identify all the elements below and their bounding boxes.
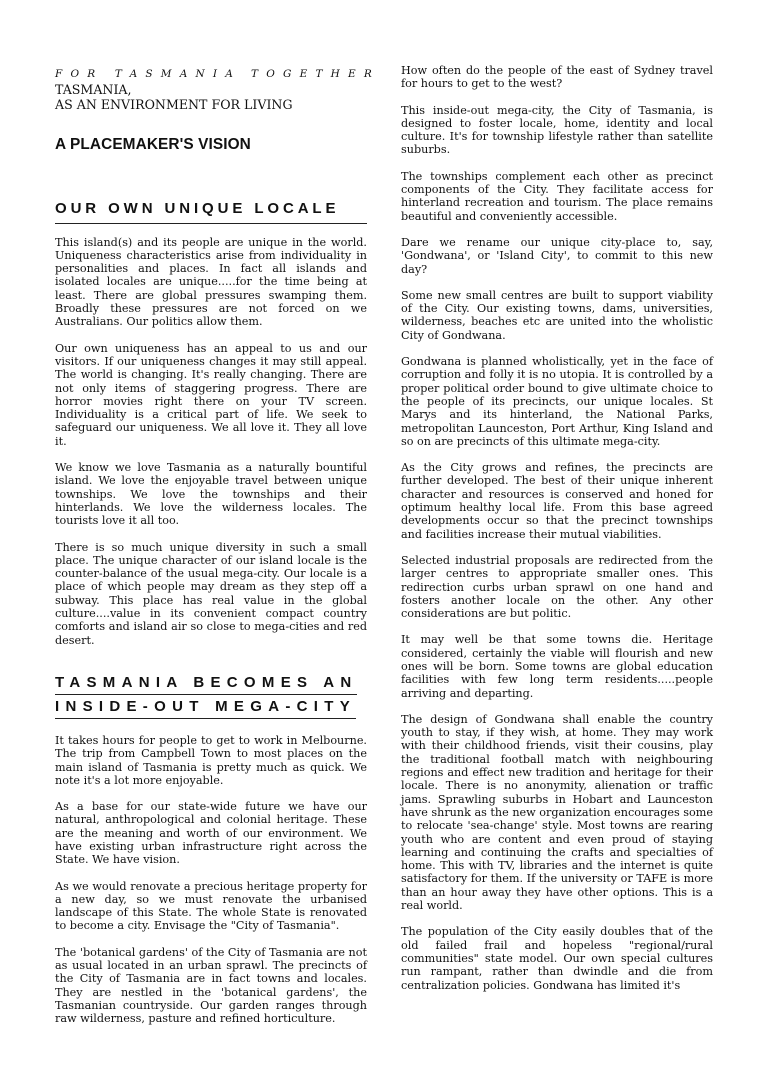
paragraph: The townships complement each other as precinct components of the City. They facilitate access for hinterland recreation and tourism. The place remains beautiful and conveniently accessible. bbox=[401, 169, 713, 223]
kicker-right: TOGETHER bbox=[251, 68, 380, 80]
paragraph: As a base for our state-wide future we have our natural, anthropological and colonial heritage. These are the meaning and worth of our environment. We have existing urban infrastructure right across the State. We have vision. bbox=[55, 800, 367, 867]
paragraph: Our own uniqueness has an appeal to us and our visitors. If our uniqueness changes it may still appeal. The world is changing. It's really changing. There are not only items of staggering progress. There are horror movies right there on your TV screen. Individuality is a critical part of life. We seek to safeguard our uniqueness. We all love it. They all love it. bbox=[55, 341, 367, 448]
paragraph: We know we love Tasmania as a naturally bountiful island. We love the enjoyable travel between unique townships. We love the townships and their hinterlands. We love the wilderness locales. The tourists love it all too. bbox=[55, 461, 367, 528]
paragraph: The 'botanical gardens' of the City of Tasmania are not as usual located in an urban sprawl. The precincts of the City of Tasmania are in fact towns and locales. They are nestled in the 'botanical gardens', the Tasmanian countryside. Our garden ranges through raw wilderness, pasture and refined horticulture. bbox=[55, 945, 367, 1026]
paragraph: Some new small centres are built to support viability of the City. Our existing towns, dams, universities, wilderness, beaches etc are united into the wholistic City of Gondwana. bbox=[401, 288, 713, 342]
section-heading-mega-city bbox=[55, 673, 367, 719]
paragraph: The population of the City easily doubles that of the old failed frail and hopeless "regional/rural communities" state model. Our own special cultures run rampant, rather than dwindle and die from centralization policies. Gondwana has limited it's bbox=[401, 925, 713, 992]
subtitle-line-1: TASMANIA, bbox=[55, 82, 132, 98]
left-column bbox=[55, 64, 380, 1039]
subtitle-line-2: AS AN ENVIRONMENT FOR LIVING bbox=[55, 97, 293, 113]
section-heading-unique-locale: OUR OWN UNIQUE LOCALE bbox=[55, 199, 367, 224]
section-heading-line-2: INSIDE-OUT MEGA-CITY bbox=[55, 697, 356, 719]
section-heading-line-1: TASMANIA BECOMES AN bbox=[55, 673, 357, 695]
page-title: A PLACEMAKER'S VISION bbox=[55, 136, 251, 154]
paragraph: Gondwana is planned wholistically, yet in the face of corruption and folly it is no utopia. It is controlled by a proper political order bound to give ultimate choice to the people of its precincts, our unique locales. St Marys and its hinterland, the National Parks, metropolitan Launceston, Port Arthur, King Island and so on are precincts of this ultimate mega-city. bbox=[401, 355, 713, 448]
paragraph: There is so much unique diversity in such a small place. The unique character of our island locale is the counter-balance of the usual mega-city. Our locale is a place of which people may dream as they step off a subway. This place has real value in the global culture....value in its convenient compact country comforts and island air so close to mega-cities and red desert. bbox=[55, 540, 367, 647]
paragraph: Dare we rename our unique city-place to, say, 'Gondwana', or 'Island City', to commit to this new day? bbox=[401, 235, 713, 276]
paragraph: The design of Gondwana shall enable the country youth to stay, if they wish, at home. They may work with their childhood friends, visit their cousins, play the traditional football match with neighbouring regions and effect new tradition and heritage for their locale. There is no anonymity, alienation or traffic jams. Sprawling suburbs in Hobart and Launceston have shrunk as the new organization encourages some to relocate 'sea-change' style. Most towns are rearing youth who are content and even proud of staying learning and continuing the crafts and specialties of home. This with TV, libraries and the internet is quite satisfactory for them. If the university or TAFE is more than an hour away they have other options. This is a real world. bbox=[401, 712, 713, 913]
paragraph: It takes hours for people to get to work in Melbourne. The trip from Campbell Town to most places on the main island of Tasmania is pretty much as quick. We note it's a lot more enjoyable. bbox=[55, 733, 367, 787]
paragraph: As the City grows and refines, the precincts are further developed. The best of their unique inherent character and resources is conserved and honed for optimum healthy local life. From this base agreed developments occur so that the precinct townships and facilities increase their mutual viabilities. bbox=[401, 461, 713, 541]
header-kicker bbox=[55, 68, 380, 81]
paragraph: This island(s) and its people are unique in the world. Uniqueness characteristics arise from individuality in personalities and places. In fact all islands and isolated locales are unique.....for the time being at least. There are global pressures swamping them. Broadly these pressures are not forced on we Australians. Our politics allow them. bbox=[55, 235, 367, 329]
right-column bbox=[401, 64, 713, 1005]
paragraph: Selected industrial proposals are redirected from the larger centres to appropriate smaller ones. This redirection curbs urban sprawl on one hand and fosters another locale on the other. Any other considerations are but politic. bbox=[401, 553, 713, 621]
paragraph: How often do the people of the east of Sydney travel for hours to get to the west? bbox=[401, 64, 713, 91]
paragraph: This inside-out mega-city, the City of Tasmania, is designed to foster locale, home, identity and local culture. It's for township lifestyle rather than satellite suburbs. bbox=[401, 103, 713, 157]
kicker-left: FOR TASMANIA bbox=[55, 68, 241, 80]
paragraph: As we would renovate a precious heritage property for a new day, so we must renovate the urbanised landscape of this State. The whole State is renovated to become a city. Envisage the "City of Tasmania". bbox=[55, 879, 367, 933]
paragraph: It may well be that some towns die. Heritage considered, certainly the viable will flourish and new ones will be born. Some towns are global education facilities with few long term residents.....people arriving and departing. bbox=[401, 633, 713, 700]
